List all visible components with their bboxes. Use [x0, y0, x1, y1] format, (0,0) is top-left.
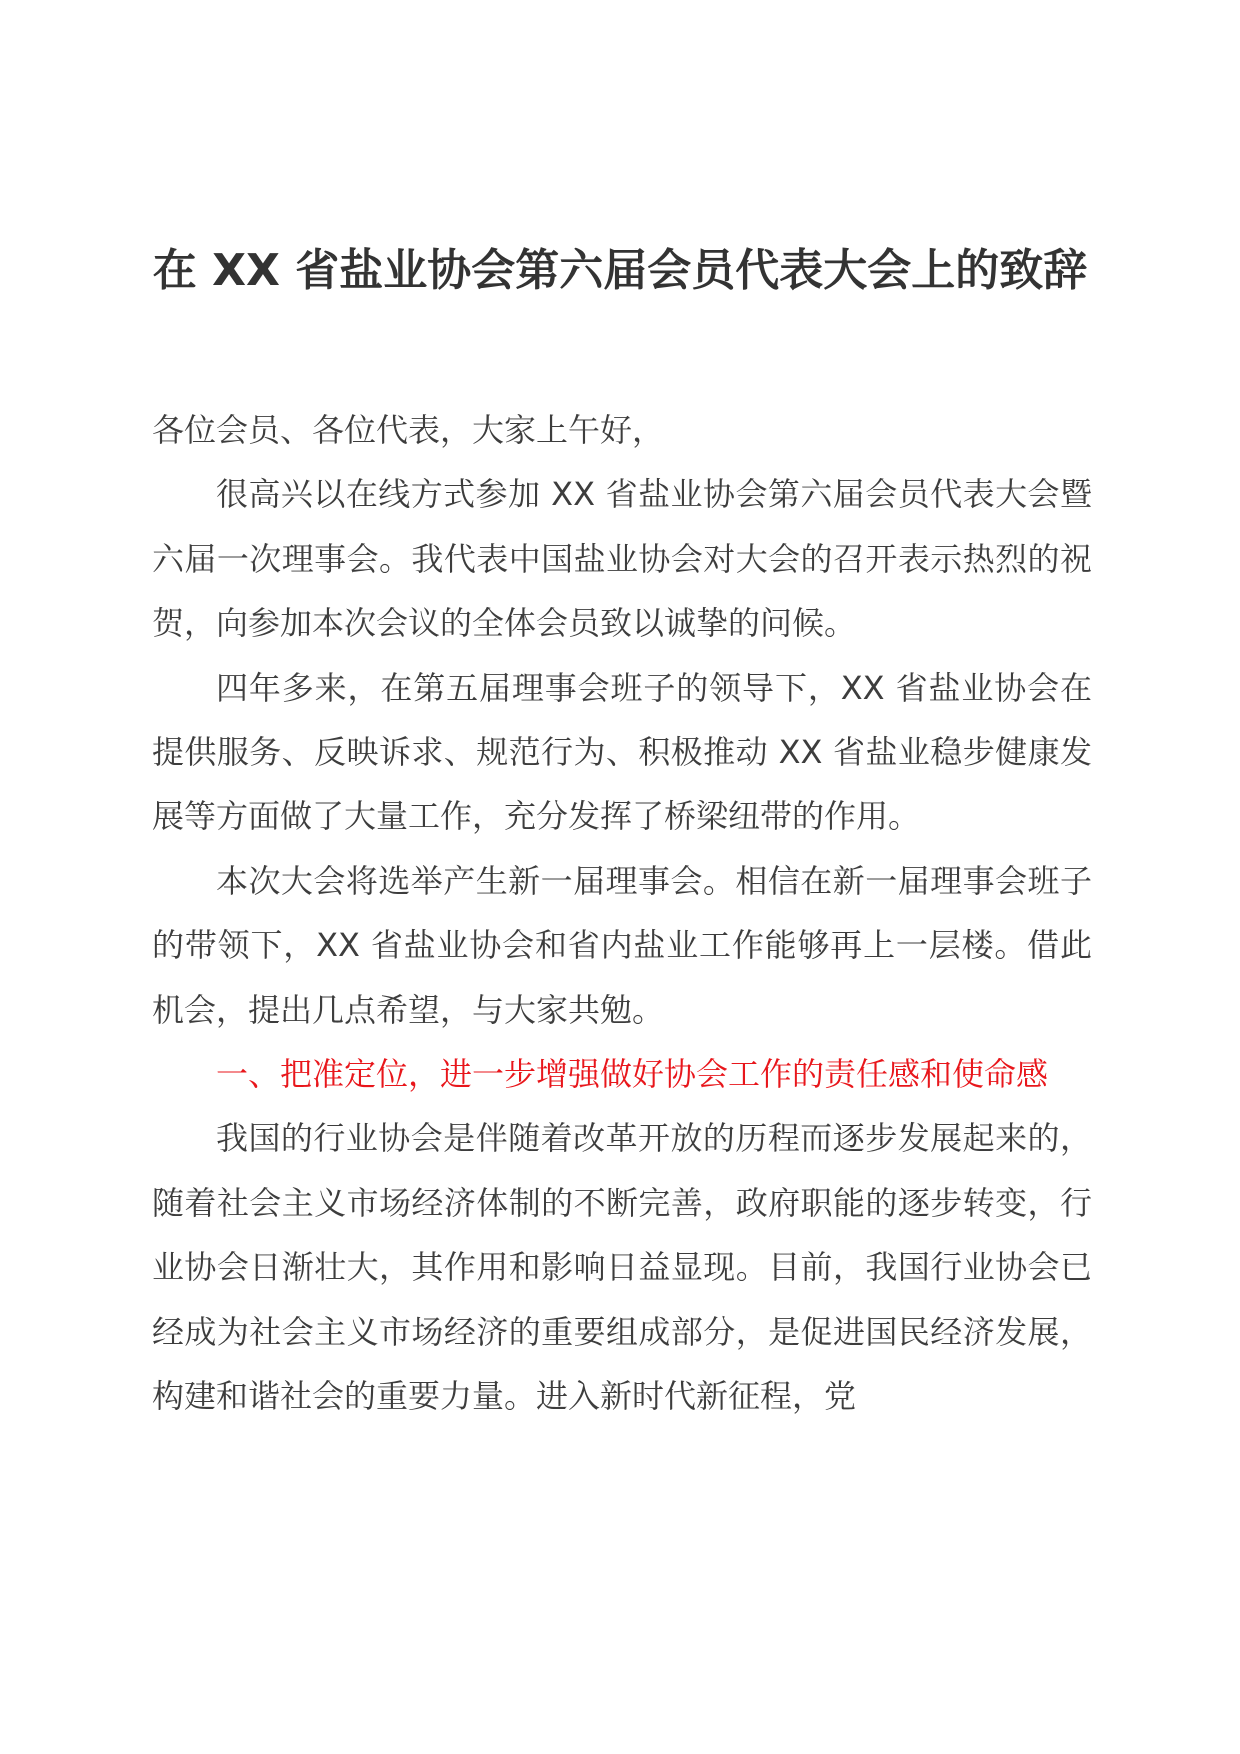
document-title: 在 XX 省盐业协会第六届会员代表大会上的致辞	[152, 245, 1088, 296]
section-heading: 一、把准定位，进一步增强做好协会工作的责任感和使命感	[216, 1055, 1049, 1094]
salutation: 各位会员、各位代表，大家上午好，	[152, 411, 665, 449]
document-body	[152, 398, 1092, 1429]
paragraph: 四年多来，在第五届理事会班子的领导下，XX 省盐业协会在提供服务、反映诉求、规范行为、积极推动 XX 省盐业稳步健康发展等方面做了大量工作，充分发挥了桥梁纽带的作用。	[152, 668, 1092, 836]
section-paragraph: 我国的行业协会是伴随着改革开放的历程而逐步发展起来的，随着社会主义市场经济体制的不断完善，政府职能的逐步转变，行业协会日渐壮大，其作用和影响日益显现。目前，我国行业协会已经成为社会主义市场经济的重要组成部分，是促进国民经济发展，构建和谐社会的重要力量。进入新时代新征程，党	[152, 1119, 1092, 1416]
paragraph: 很高兴以在线方式参加 XX 省盐业协会第六届会员代表大会暨六届一次理事会。我代表中国盐业协会对大会的召开表示热烈的祝贺，向参加本次会议的全体会员致以诚挚的问候。	[152, 475, 1092, 643]
paragraph: 本次大会将选举产生新一届理事会。相信在新一届理事会班子的带领下，XX 省盐业协会和省内盐业工作能够再上一层楼。借此机会，提出几点希望，与大家共勉。	[152, 861, 1092, 1029]
